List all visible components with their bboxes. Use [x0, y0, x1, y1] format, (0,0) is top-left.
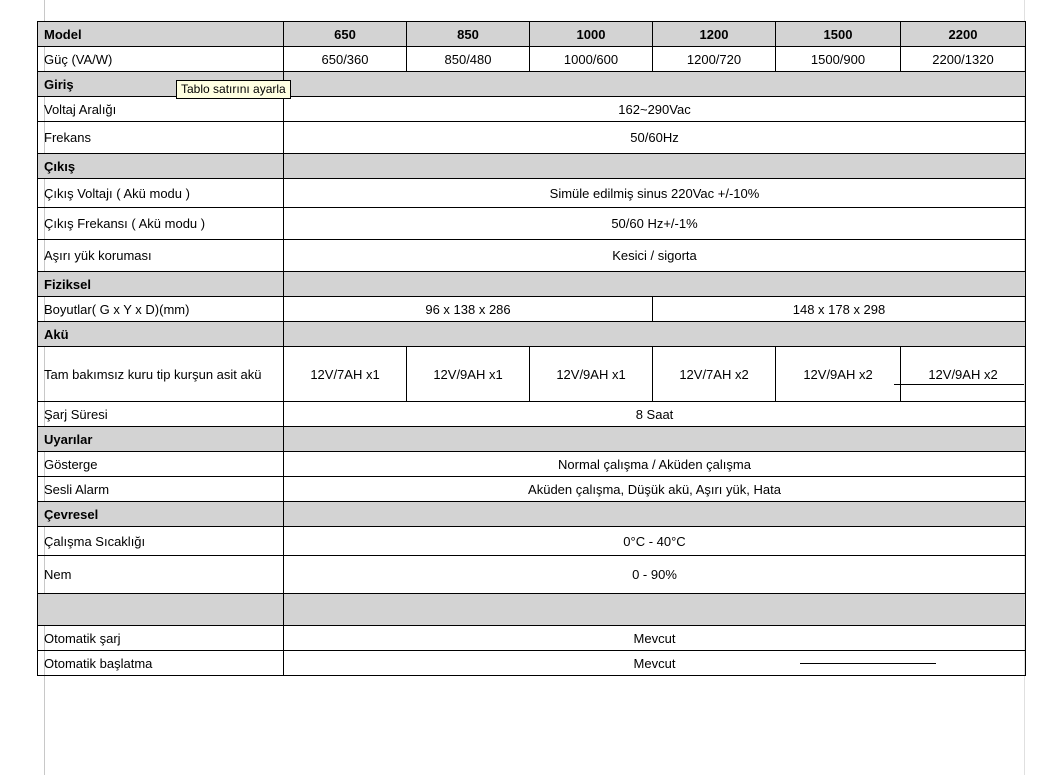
battery-value-1000: 12V/9AH x1 [530, 347, 653, 402]
power-value-1000: 1000/600 [530, 47, 653, 72]
output-voltage-value: Simüle edilmiş sinus 220Vac +/-10% [284, 179, 1026, 208]
header-model-1200: 1200 [653, 22, 776, 47]
battery-value-1500: 12V/9AH x2 [776, 347, 901, 402]
ups-spec-table [37, 21, 1026, 676]
table-row-humidity[interactable] [38, 556, 1026, 594]
section-input-title: Giriş [38, 72, 284, 97]
section-warnings-fill [284, 427, 1026, 452]
section-output-row[interactable] [38, 154, 1026, 179]
section-battery-fill [284, 322, 1026, 347]
section-battery-title: Akü [38, 322, 284, 347]
overload-value: Kesici / sigorta [284, 240, 1026, 272]
section-input-fill [284, 72, 1026, 97]
header-model-850: 850 [407, 22, 530, 47]
power-value-1200: 1200/720 [653, 47, 776, 72]
output-frequency-value: 50/60 Hz+/-1% [284, 208, 1026, 240]
table-row-charge-time[interactable] [38, 402, 1026, 427]
adjust-table-row-tooltip: Tablo satırını ayarla [176, 80, 291, 99]
table-row-auto-charge[interactable] [38, 626, 1026, 651]
section-environment-row[interactable] [38, 502, 1026, 527]
table-row-alarm[interactable] [38, 477, 1026, 502]
section-physical-row[interactable] [38, 272, 1026, 297]
overload-label: Aşırı yük koruması [38, 240, 284, 272]
section-blank-title [38, 594, 284, 626]
humidity-value: 0 - 90% [284, 556, 1026, 594]
input-voltage-label: Voltaj Aralığı [38, 97, 284, 122]
humidity-label: Nem [38, 556, 284, 594]
table-resize-guide-bottom [800, 663, 936, 664]
header-model-650: 650 [284, 22, 407, 47]
section-warnings-title: Uyarılar [38, 427, 284, 452]
table-row-temperature[interactable] [38, 527, 1026, 556]
auto-charge-label: Otomatik şarj [38, 626, 284, 651]
temperature-value: 0°C - 40°C [284, 527, 1026, 556]
header-model-label: Model [38, 22, 284, 47]
section-environment-title: Çevresel [38, 502, 284, 527]
section-physical-fill [284, 272, 1026, 297]
section-blank-row[interactable] [38, 594, 1026, 626]
section-warnings-row[interactable] [38, 427, 1026, 452]
section-environment-fill [284, 502, 1026, 527]
dimensions-large-value: 148 x 178 x 298 [653, 297, 1026, 322]
section-output-fill [284, 154, 1026, 179]
table-header-row[interactable] [38, 22, 1026, 47]
power-value-1500: 1500/900 [776, 47, 901, 72]
temperature-label: Çalışma Sıcaklığı [38, 527, 284, 556]
power-label: Güç (VA/W) [38, 47, 284, 72]
battery-type-label: Tam bakımsız kuru tip kurşun asit akü [38, 347, 284, 402]
table-row-indicator[interactable] [38, 452, 1026, 477]
table-row-overload[interactable] [38, 240, 1026, 272]
power-value-650: 650/360 [284, 47, 407, 72]
indicator-value: Normal çalışma / Aküden çalışma [284, 452, 1026, 477]
table-row-output-frequency[interactable] [38, 208, 1026, 240]
battery-value-2200: 12V/9AH x2 [901, 347, 1026, 402]
table-row-input-voltage[interactable] [38, 97, 1026, 122]
section-battery-row[interactable] [38, 322, 1026, 347]
input-frequency-label: Frekans [38, 122, 284, 154]
alarm-value: Aküden çalışma, Düşük akü, Aşırı yük, Hata [284, 477, 1026, 502]
dimensions-small-value: 96 x 138 x 286 [284, 297, 653, 322]
table-row-input-frequency[interactable] [38, 122, 1026, 154]
header-model-1500: 1500 [776, 22, 901, 47]
battery-value-1200: 12V/7AH x2 [653, 347, 776, 402]
auto-start-label: Otomatik başlatma [38, 651, 284, 676]
input-frequency-value: 50/60Hz [284, 122, 1026, 154]
battery-value-650: 12V/7AH x1 [284, 347, 407, 402]
power-value-850: 850/480 [407, 47, 530, 72]
output-frequency-label: Çıkış Frekansı ( Akü modu ) [38, 208, 284, 240]
table-row-output-voltage[interactable] [38, 179, 1026, 208]
battery-value-850: 12V/9AH x1 [407, 347, 530, 402]
output-voltage-label: Çıkış Voltajı ( Akü modu ) [38, 179, 284, 208]
section-physical-title: Fiziksel [38, 272, 284, 297]
table-resize-guide-top [894, 384, 1024, 385]
input-voltage-value: 162~290Vac [284, 97, 1026, 122]
table-row-dimensions[interactable] [38, 297, 1026, 322]
section-output-title: Çıkış [38, 154, 284, 179]
table-row-power[interactable] [38, 47, 1026, 72]
header-model-1000: 1000 [530, 22, 653, 47]
alarm-label: Sesli Alarm [38, 477, 284, 502]
header-model-2200: 2200 [901, 22, 1026, 47]
dimensions-label: Boyutlar( G x Y x D)(mm) [38, 297, 284, 322]
table-row-battery-type[interactable] [38, 347, 1026, 402]
charge-time-value: 8 Saat [284, 402, 1026, 427]
auto-charge-value: Mevcut [284, 626, 1026, 651]
indicator-label: Gösterge [38, 452, 284, 477]
power-value-2200: 2200/1320 [901, 47, 1026, 72]
section-blank-fill [284, 594, 1026, 626]
charge-time-label: Şarj Süresi [38, 402, 284, 427]
auto-start-value: Mevcut [284, 651, 1026, 676]
